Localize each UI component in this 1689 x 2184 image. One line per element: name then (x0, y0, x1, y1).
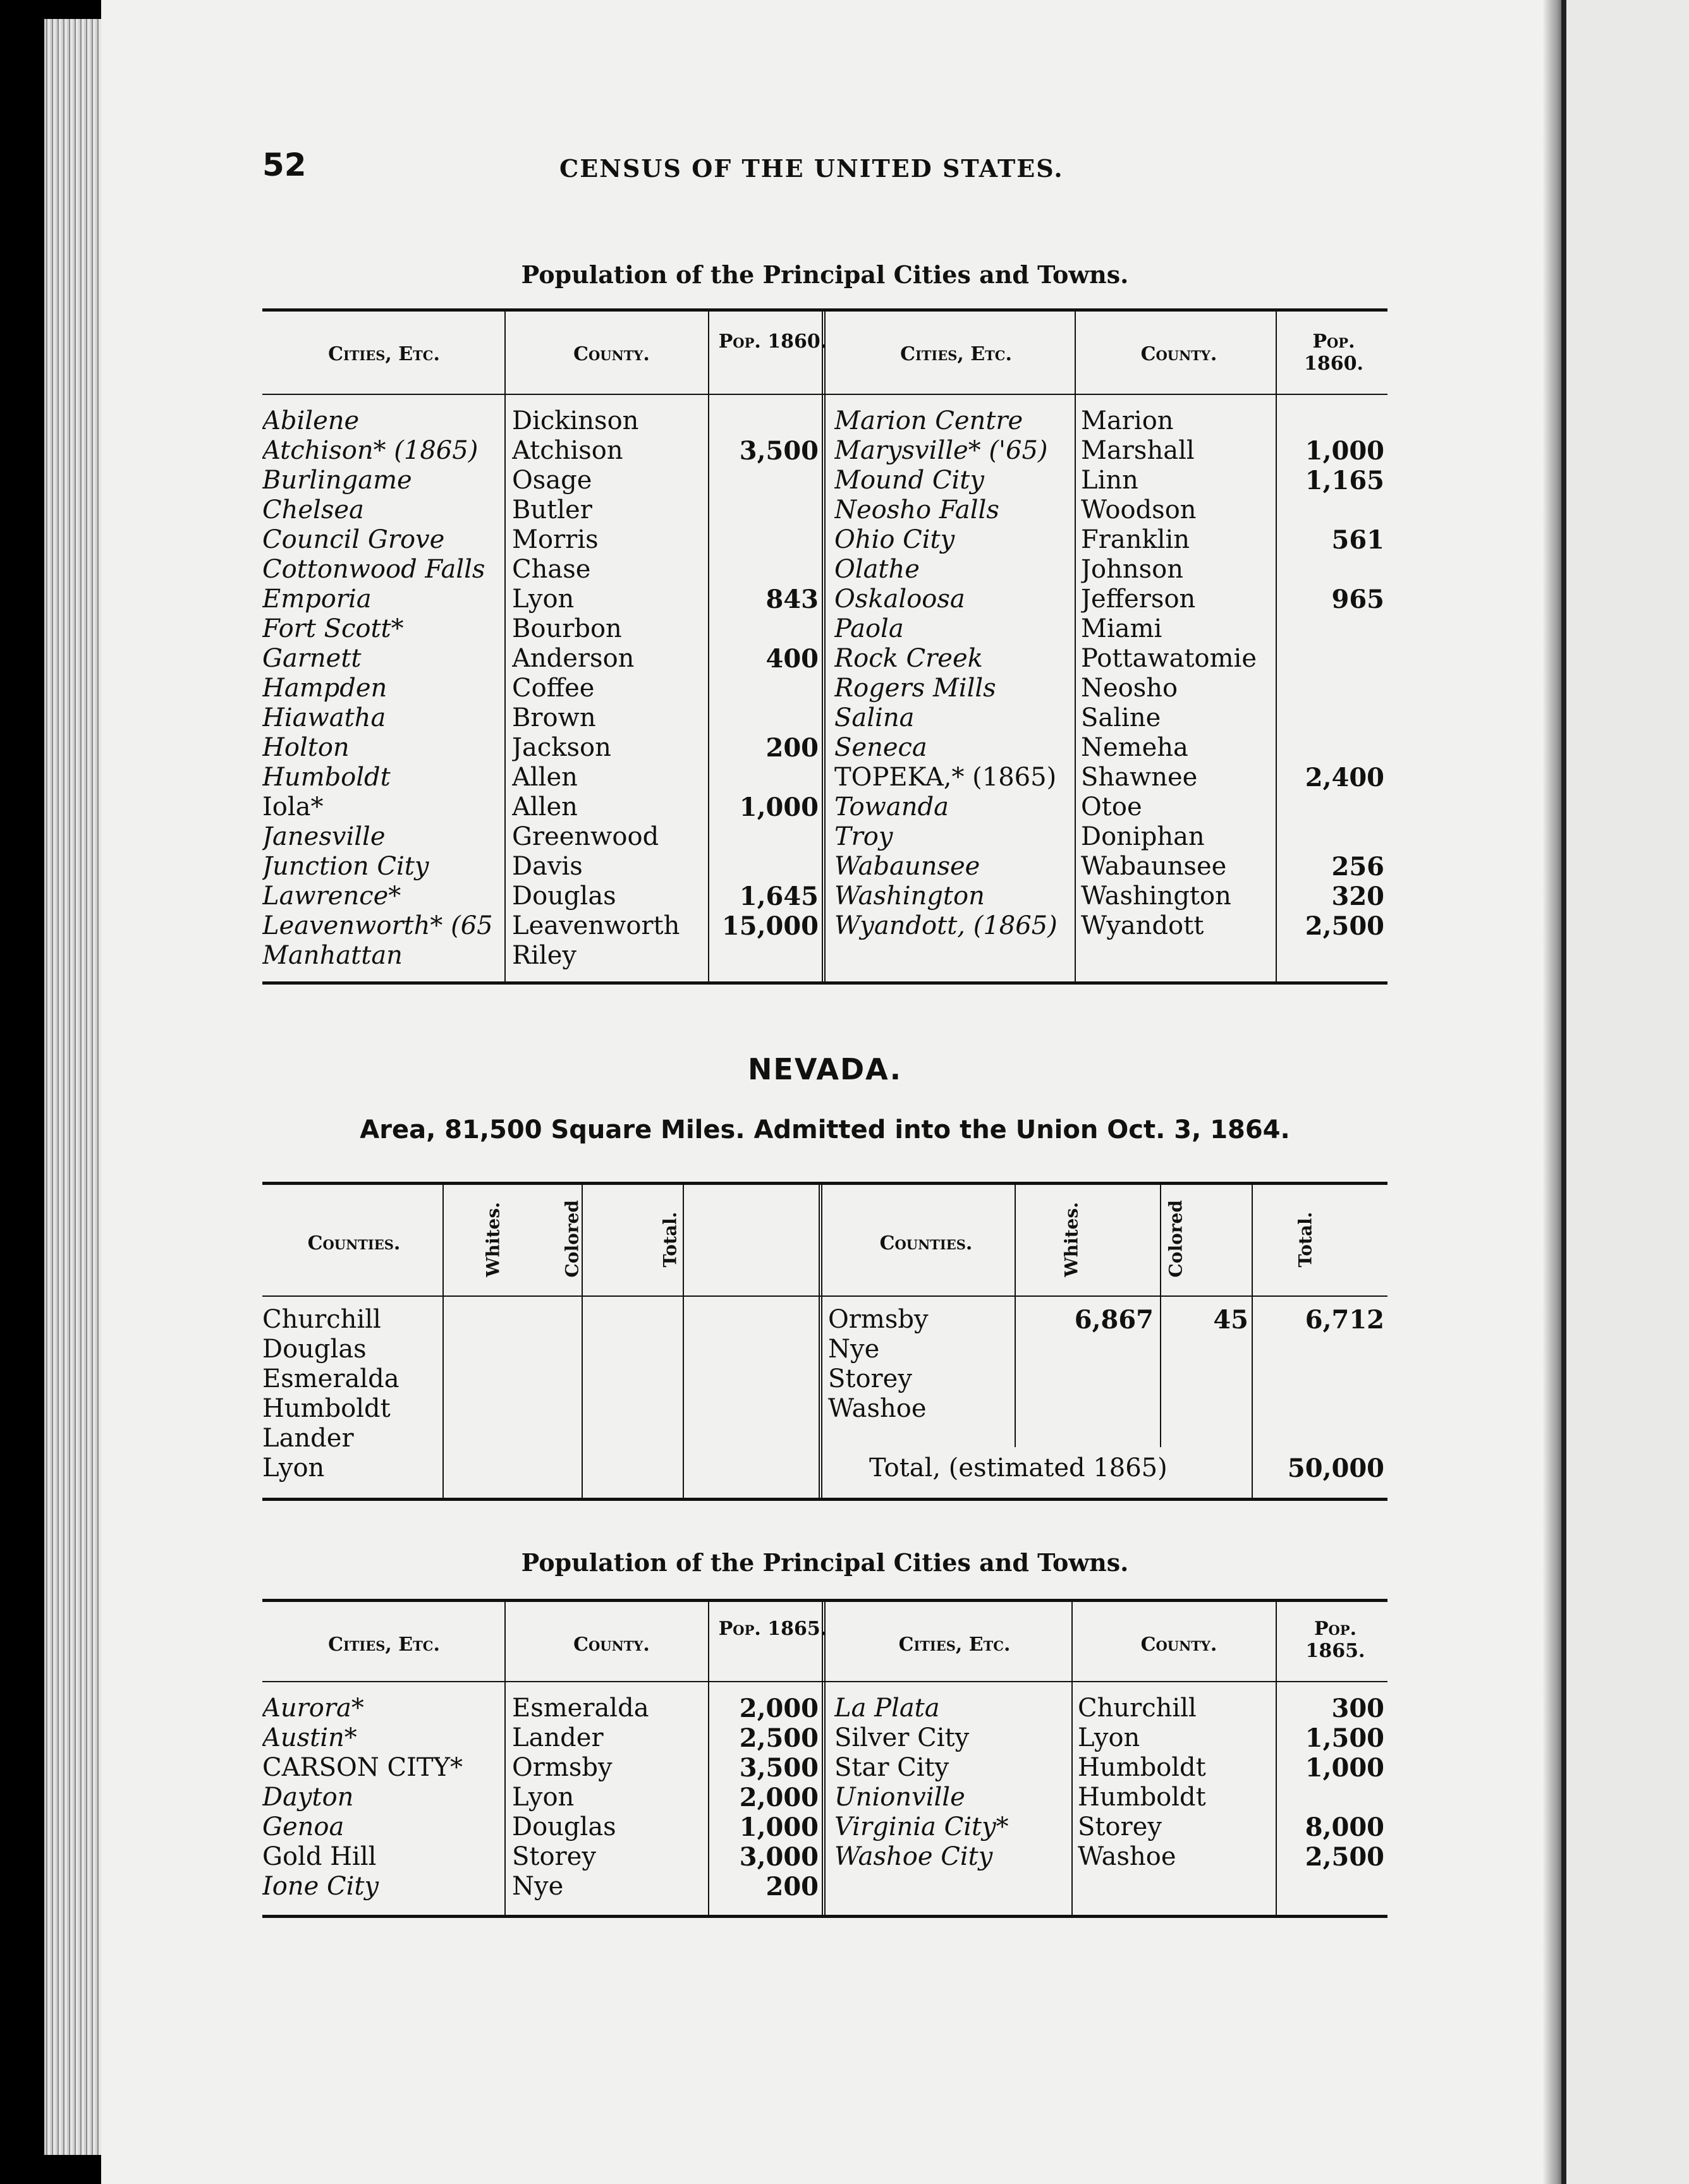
col-header-county: County. (573, 343, 650, 365)
column-rule (1276, 1602, 1277, 1915)
city-name: Iola* (262, 792, 324, 822)
county-name: Doniphan (1081, 822, 1205, 851)
city-name: CARSON CITY* (262, 1753, 463, 1782)
population-value: 1,645 (739, 882, 819, 911)
city-name: Oskaloosa (834, 585, 965, 614)
city-name: Burlingame (262, 466, 412, 495)
county-name: Washoe (1078, 1842, 1176, 1871)
state-heading: NEVADA. (747, 1052, 903, 1086)
city-name: Towanda (834, 792, 949, 822)
city-name: Dayton (262, 1783, 354, 1812)
county-name: Douglas (262, 1335, 367, 1364)
county-name: Ormsby (828, 1305, 929, 1334)
col-header-counties: Counties. (879, 1232, 973, 1254)
col-header-city: Cities, Etc. (328, 343, 440, 365)
column-double-rule (822, 312, 826, 981)
county-name: Linn (1081, 466, 1138, 495)
kansas-cities-title: Population of the Principal Cities and Towns. (521, 260, 1129, 289)
nevada-table-header (262, 1185, 1387, 1297)
county-name: Dickinson (512, 406, 639, 435)
column-rule (1252, 1185, 1253, 1498)
column-rule (1276, 312, 1277, 981)
column-rule (504, 312, 506, 981)
county-name: Jackson (512, 733, 611, 762)
county-name: Esmeralda (512, 1694, 649, 1723)
kansas-cities-table (262, 308, 1387, 985)
county-name: Lyon (262, 1453, 325, 1483)
population-value: 1,165 (1305, 466, 1384, 495)
county-name: Marshall (1081, 436, 1195, 465)
population-value: 1,000 (1305, 436, 1384, 466)
column-rule (708, 1602, 709, 1915)
county-name: Douglas (512, 882, 616, 911)
page-number: 52 (262, 147, 307, 183)
city-name: Wabaunsee (834, 852, 980, 881)
col-header-whites: Whites. (1061, 1202, 1082, 1277)
city-name: Rogers Mills (834, 674, 996, 703)
population-value: 1,500 (1305, 1723, 1384, 1753)
county-name: Leavenworth (512, 911, 680, 940)
population-value: 2,500 (1305, 1842, 1384, 1872)
county-name: Bourbon (512, 614, 622, 643)
nevada-cities-title: Population of the Principal Cities and Towns. (521, 1548, 1129, 1577)
county-name: Nye (512, 1872, 564, 1901)
city-name: Cottonwood Falls (262, 555, 485, 584)
population-value: 200 (765, 733, 819, 763)
city-name: Salina (834, 703, 915, 732)
col-header-city: Cities, Etc. (328, 1634, 440, 1656)
column-rule (708, 312, 709, 981)
nevada-cities-table (262, 1599, 1387, 1918)
col-header-county: County. (1140, 1634, 1217, 1656)
county-name: Neosho (1081, 674, 1178, 703)
population-value: 1,000 (739, 792, 819, 822)
city-name: Junction City (262, 852, 429, 881)
city-name: Austin* (262, 1723, 357, 1752)
city-name: Seneca (834, 733, 927, 762)
county-name: Chase (512, 555, 591, 584)
county-name: Humboldt (1078, 1783, 1206, 1812)
county-name: Lyon (1078, 1723, 1140, 1752)
col-header-pop: Pop. 1860. (1304, 331, 1363, 375)
col-header-colored: Colored (561, 1200, 583, 1278)
county-name: Brown (512, 703, 596, 732)
column-rule (683, 1185, 684, 1498)
city-name: Hampden (262, 674, 387, 703)
county-name: Washington (1081, 882, 1231, 911)
city-name: Olathe (834, 555, 920, 584)
city-name: Mound City (834, 466, 984, 495)
city-name: Chelsea (262, 495, 364, 525)
county-name: Saline (1081, 703, 1161, 732)
county-name: Storey (512, 1842, 596, 1871)
city-name: Janesville (262, 822, 386, 851)
city-name: Paola (834, 614, 904, 643)
column-rule (504, 1602, 506, 1915)
column-rule (1160, 1185, 1161, 1447)
population-value: 843 (765, 585, 819, 614)
county-name: Wabaunsee (1081, 852, 1227, 881)
col-header-city: Cities, Etc. (900, 343, 1012, 365)
city-name: Wyandott, (1865) (834, 911, 1058, 940)
county-name: Butler (512, 495, 592, 525)
column-double-rule (819, 1185, 822, 1498)
population-value: 400 (765, 644, 819, 674)
county-name: Lander (262, 1424, 354, 1453)
col-header-county: County. (573, 1634, 650, 1656)
column-rule (1075, 312, 1076, 981)
total-value: 6,712 (1305, 1305, 1384, 1335)
city-name: Troy (834, 822, 893, 851)
county-name: Woodson (1081, 495, 1197, 525)
city-name: Gold Hill (262, 1842, 377, 1871)
county-name: Churchill (262, 1305, 381, 1334)
county-name: Churchill (1078, 1694, 1197, 1723)
city-name: Council Grove (262, 525, 445, 554)
population-value: 965 (1331, 585, 1384, 614)
county-name: Nye (828, 1335, 880, 1364)
city-name: Lawrence* (262, 882, 401, 911)
col-header-pop: Pop. 1865. (1305, 1618, 1365, 1662)
column-rule (582, 1185, 583, 1498)
county-name: Pottawatomie (1081, 644, 1257, 673)
city-name: Marion Centre (834, 406, 1023, 435)
county-name: Humboldt (262, 1394, 391, 1423)
page-header (262, 147, 1387, 191)
county-name: Marion (1081, 406, 1174, 435)
county-name: Washoe (828, 1394, 927, 1423)
col-header-pop: Pop. 1860. (718, 331, 827, 353)
city-name: Emporia (262, 585, 372, 614)
county-name: Lander (512, 1723, 604, 1752)
col-header-whites: Whites. (482, 1202, 504, 1277)
county-name: Esmeralda (262, 1364, 399, 1393)
county-name: Osage (512, 466, 592, 495)
county-name: Nemeha (1081, 733, 1188, 762)
col-header-city: Cities, Etc. (898, 1634, 1011, 1656)
county-name: Johnson (1081, 555, 1184, 584)
county-name: Riley (512, 941, 576, 970)
whites-value: 6,867 (1074, 1305, 1154, 1335)
county-name: Douglas (512, 1812, 616, 1841)
city-name: Washington (834, 882, 985, 911)
population-value: 2,500 (1305, 911, 1384, 941)
column-rule (1071, 1602, 1073, 1915)
city-name: Genoa (262, 1812, 345, 1841)
col-header-total: Total. (659, 1211, 681, 1268)
city-name: Humboldt (262, 763, 391, 792)
population-value: 8,000 (1305, 1812, 1384, 1842)
column-double-rule (822, 1602, 826, 1915)
county-name: Ormsby (512, 1753, 613, 1782)
county-name: Coffee (512, 674, 595, 703)
city-name: Manhattan (262, 941, 403, 970)
column-rule (442, 1185, 444, 1498)
city-name: Abilene (262, 406, 360, 435)
city-name: Neosho Falls (834, 495, 999, 525)
city-name: Marysville* ('65) (834, 436, 1048, 465)
colored-value: 45 (1213, 1305, 1248, 1335)
county-name: Miami (1081, 614, 1162, 643)
population-value: 2,000 (739, 1783, 819, 1812)
population-value: 3,500 (739, 436, 819, 466)
grand-total-value: 50,000 (1287, 1453, 1384, 1483)
col-header-counties: Counties. (307, 1232, 401, 1254)
city-name: Virginia City* (834, 1812, 1009, 1841)
county-name: Franklin (1081, 525, 1190, 554)
city-name: Star City (834, 1753, 949, 1782)
population-value: 3,500 (739, 1753, 819, 1783)
county-name: Storey (1078, 1812, 1162, 1841)
area-line: Area, 81,500 Square Miles. Admitted into the Union Oct. 3, 1864. (360, 1115, 1290, 1144)
city-name: Rock Creek (834, 644, 983, 673)
city-name: Hiawatha (262, 703, 386, 732)
city-name: Atchison* (1865) (262, 436, 479, 465)
city-name: Leavenworth* (65 (262, 911, 493, 940)
county-name: Humboldt (1078, 1753, 1206, 1782)
column-rule (1015, 1185, 1016, 1447)
city-name: Holton (262, 733, 350, 762)
nevada-counties-table (262, 1182, 1387, 1501)
county-name: Wyandott (1081, 911, 1204, 940)
col-header-county: County. (1140, 343, 1217, 365)
county-name: Morris (512, 525, 599, 554)
city-name: Unionville (834, 1783, 965, 1812)
population-value: 2,000 (739, 1694, 819, 1723)
col-header-colored: Colored (1165, 1200, 1186, 1278)
population-value: 200 (765, 1872, 819, 1902)
county-name: Atchison (512, 436, 623, 465)
population-value: 320 (1331, 882, 1384, 911)
county-name: Allen (512, 792, 578, 822)
population-value: 561 (1331, 525, 1384, 555)
county-name: Lyon (512, 1783, 575, 1812)
county-name: Greenwood (512, 822, 659, 851)
city-name: La Plata (834, 1694, 940, 1723)
county-name: Anderson (512, 644, 635, 673)
county-name: Shawnee (1081, 763, 1198, 792)
population-value: 1,000 (739, 1812, 819, 1842)
facing-page (1561, 0, 1689, 2184)
county-name: Jefferson (1081, 585, 1196, 614)
city-name: Fort Scott* (262, 614, 404, 643)
population-value: 256 (1331, 852, 1384, 882)
col-header-total: Total. (1295, 1211, 1316, 1268)
population-value: 2,400 (1305, 763, 1384, 792)
county-name: Otoe (1081, 792, 1142, 822)
running-head: CENSUS OF THE UNITED STATES. (559, 154, 1064, 183)
population-value: 1,000 (1305, 1753, 1384, 1783)
population-value: 2,500 (739, 1723, 819, 1753)
county-name: Davis (512, 852, 583, 881)
total-label: Total, (estimated 1865) (869, 1453, 1168, 1483)
city-name: Silver City (834, 1723, 970, 1752)
city-name: Aurora* (262, 1694, 364, 1723)
city-name: Ohio City (834, 525, 955, 554)
county-name: Storey (828, 1364, 912, 1393)
city-name: TOPEKA,* (1865) (834, 763, 1057, 792)
population-value: 15,000 (721, 911, 819, 941)
city-name: Ione City (262, 1872, 379, 1901)
county-name: Allen (512, 763, 578, 792)
city-name: Garnett (262, 644, 362, 673)
city-name: Washoe City (834, 1842, 993, 1871)
population-value: 300 (1331, 1694, 1384, 1723)
col-header-pop: Pop. 1865. (718, 1618, 827, 1640)
population-value: 3,000 (739, 1842, 819, 1872)
county-name: Lyon (512, 585, 575, 614)
